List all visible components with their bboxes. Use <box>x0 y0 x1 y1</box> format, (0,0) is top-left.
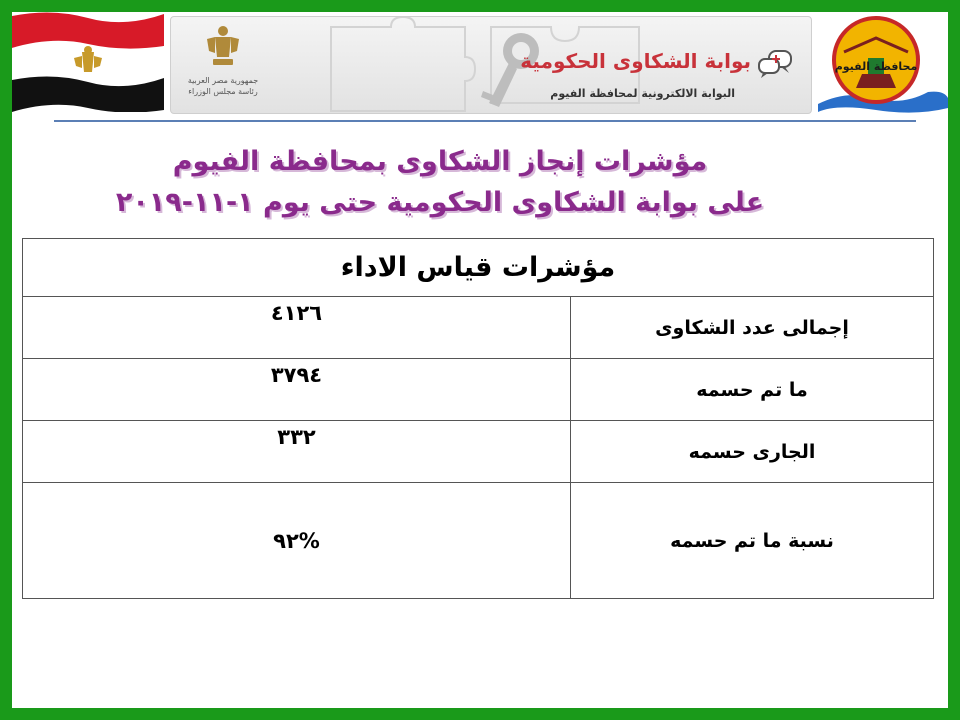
kpi-table <box>22 238 934 599</box>
row-label-resolved-rate: نسبة ما تم حسمه <box>571 483 934 599</box>
table-header-row <box>23 239 934 297</box>
page-subtitle: على بوابة الشكاوى الحكومية حتى يوم ١-١١-٢٠١٩ <box>115 187 765 218</box>
row-value-resolved-rate: %٩٢ <box>23 483 571 599</box>
portal-banner <box>170 16 812 114</box>
row-label-total: إجمالى عدد الشكاوى <box>571 297 934 359</box>
eagle-emblem-icon <box>205 23 241 71</box>
fayoum-logo <box>816 12 950 116</box>
table-row <box>23 297 934 359</box>
portal-subtitle: البوابة الالكترونية لمحافظة الفيوم <box>550 87 735 100</box>
table-row <box>23 483 934 599</box>
row-value-pending: ٣٣٢ <box>23 421 571 483</box>
row-label-pending: الجارى حسمه <box>571 421 934 483</box>
cabinet-seal <box>183 23 263 107</box>
table-row <box>23 359 934 421</box>
portal-title: بوابة الشكاوى الحكومية <box>520 49 751 73</box>
fayoum-logo-lettering: محافظة الفيوم <box>834 60 918 73</box>
row-value-resolved: ٣٧٩٤ <box>23 359 571 421</box>
table-row <box>23 421 934 483</box>
chat-bubbles-icon <box>757 49 793 79</box>
row-label-resolved: ما تم حسمه <box>571 359 934 421</box>
seal-caption-top: جمهورية مصر العربية <box>187 76 259 85</box>
table-header: مؤشرات قياس الاداء <box>23 239 934 297</box>
egypt-flag-icon <box>12 12 164 112</box>
row-value-total: ٤١٢٦ <box>23 297 571 359</box>
seal-caption-bottom: رئاسة مجلس الوزراء <box>188 87 258 96</box>
header-divider <box>54 120 916 122</box>
page-title: مؤشرات إنجاز الشكاوى بمحافظة الفيوم <box>172 146 708 177</box>
